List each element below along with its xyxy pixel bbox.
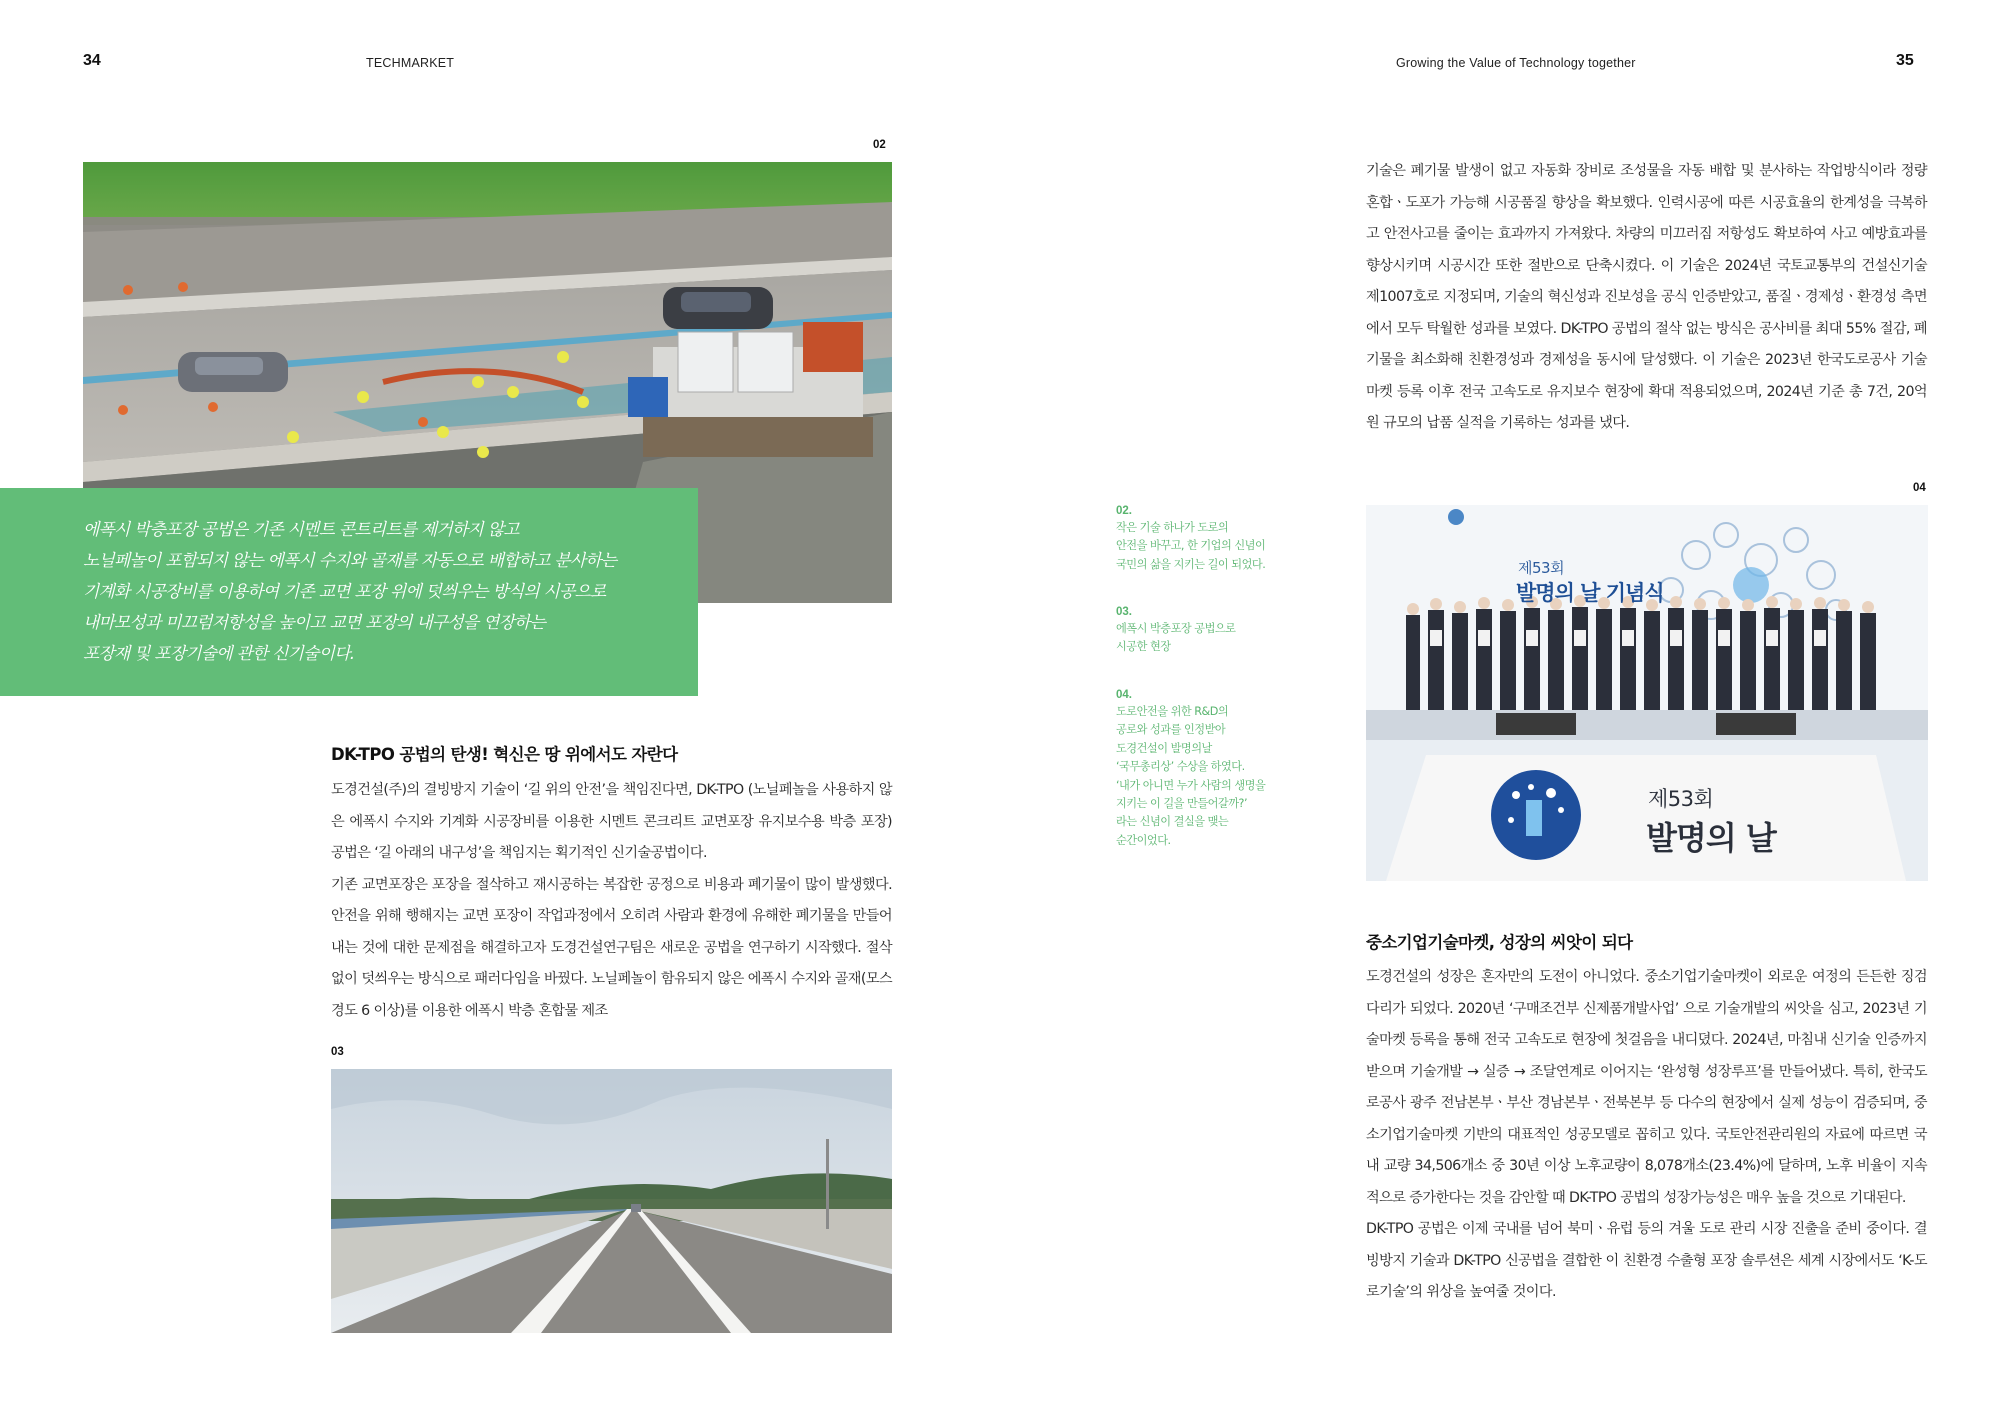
caption-number: 03. [1116,606,1132,618]
callout-line: 포장재 및 포장기술에 관한 신기술이다. [83,643,355,663]
caption-text [1116,703,1296,850]
podium-big-text: 발명의 날 [1646,819,1776,857]
callout-line: 노닐페놀이 포함되지 않는 에폭시 수지와 골재를 자동으로 배합하고 분사하는 [83,550,617,570]
callout-text [83,514,683,669]
caption-text [1116,519,1296,574]
section-title-dk-tpo: DK-TPO 공법의 탄생! 혁신은 땅 위에서도 자란다 [331,745,678,764]
callout-line: 내마모성과 미끄럼저항성을 높이고 교면 포장의 내구성을 연장하는 [83,612,546,632]
caption-number: 04. [1116,689,1132,701]
right-running-title: Growing the Value of Technology together [1396,56,1636,70]
banner-big-text: 발명의 날 기념식 [1516,581,1664,605]
right-top-body [1366,156,1927,440]
paragraph: DK-TPO 공법은 이제 국내를 넘어 북미ㆍ유럽 등의 겨울 도로 관리 시장 진출을 준비 중이다. 결빙방지 기술과 DK-TPO 신공법을 결합한 이 친환경 수출형 포장 솔루션은 세계 시장에서도 ‘K-도로기술’의 위상을 높여줄 것이다. [1366,1221,1927,1300]
caption-line: 순간이었다. [1116,833,1171,847]
section2-body [1366,962,1927,1309]
caption-line: ‘국무총리상’ 수상을 하였다. [1116,760,1245,774]
caption-line: 작은 기술 하나가 도로의 [1116,521,1229,534]
callout-box [0,488,698,696]
caption-04 [1116,689,1296,850]
photo-finished-road-image [331,1069,892,1333]
banner-small-text: 제53회 [1518,559,1565,577]
car-suv-grey [178,352,288,392]
caption-number: 02. [1116,505,1132,517]
caption-02 [1116,505,1296,574]
caption-line: 지키는 이 길을 만들어갈까?’ [1116,797,1248,811]
left-running-title: TECHMARKET [366,56,455,70]
photo-award-ceremony [1366,505,1928,881]
caption-03 [1116,606,1296,657]
paragraph: 도경건설의 성장은 혼자만의 도전이 아니었다. 중소기업기술마켓이 외로운 여정의 든든한 징검다리가 되었다. 2020년 ‘구매조건부 신제품개발사업’ 으로 기술개발의 씨앗을 심고, 2023년 기술마켓 등록을 통해 전국 고속도로 현장에 첫걸음을 내디뎠다. 2024년, 마침내 신기술 인증까지 받으며 기술개발 → 실증 → 조달연계로 이어지는 ‘완성형 성장루프’를 만들어냈다. 특히, 한국도로공사 광주 전남본부ㆍ부산 경남본부ㆍ전북본부 등 다수의 현장에서 실제 성능이 검증되며, 중소기업기술마켓 기반의 대표적인 성공모델로 꼽히고 있다. 국토안전관리원의 자료에 따르면 국내 교량 34,506개소 중 30년 이상 노후교량이 8,078개소(23.4%)에 달하며, 노후 비율이 지속적으로 증가한다는 것을 감안할 때 DK-TPO 공법의 성장가능성은 매우 높을 것으로 기대된다. [1366,969,1927,1206]
caption-line: 에폭시 박층포장 공법으로 [1116,622,1236,635]
caption-line: ‘내가 아니면 누가 사람의 생명을 [1116,778,1266,792]
paragraph: 도경건설(주)의 결빙방지 기술이 ‘길 위의 안전’을 책임진다면, DK-TPO (노닐페놀을 사용하지 않은 에폭시 수지와 기계화 시공장비를 이용한 시멘트 콘크리트 교면포장 유지보수용 박층 포장) 공법은 ‘길 아래의 내구성’을 책임지는 획기적인 신기술공법이다. [331,782,892,861]
callout-line: 기계화 시공장비를 이용하여 기존 교면 포장 위에 덧씌우는 방식의 시공으로 [83,581,606,601]
caption-line: 공로와 성과를 인정받아 [1116,723,1226,737]
caption-line: 라는 신념이 결실을 맺는 [1116,815,1229,829]
car-suv-dark [663,287,773,329]
figure-04-label: 04 [1913,482,1926,494]
caption-line: 국민의 삶을 지키는 길이 되었다. [1116,557,1266,571]
left-page-number: 34 [83,52,101,69]
caption-line: 도경건설이 발명의날 [1116,741,1212,755]
right-page-number: 35 [1896,52,1914,69]
callout-line: 에폭시 박층포장 공법은 기존 시멘트 콘트리트를 제거하지 않고 [83,519,519,539]
caption-line: 도로안전을 위한 R&D의 [1116,705,1229,718]
caption-line: 안전을 바꾸고, 한 기업의 신념이 [1116,539,1266,553]
caption-text [1116,620,1296,657]
photo-finished-road [331,1069,892,1333]
podium-small-text: 제53회 [1648,787,1714,811]
caption-line: 시공한 현장 [1116,640,1171,654]
figure-02-label: 02 [873,139,886,151]
section-title-techmarket: 중소기업기술마켓, 성장의 씨앗이 되다 [1366,933,1633,952]
paragraph: 기존 교면포장은 포장을 절삭하고 재시공하는 복잡한 공정으로 비용과 폐기물이 많이 발생했다. 안전을 위해 행해지는 교면 포장이 작업과정에서 오히려 사람과 환경에 유해한 폐기물을 만들어내는 것에 대한 문제점을 해결하고자 도경건설연구팀은 새로운 공법을 연구하기 시작했다. 절삭 없이 덧씌우는 방식으로 패러다임을 바꿨다. 노닐페놀이 함유되지 않은 에폭시 수지와 골재(모스경도 6 이상)를 이용한 에폭시 박층 혼합물 제조 [331,876,892,1019]
figure-03-label: 03 [331,1046,344,1058]
paragraph: 기술은 폐기물 발생이 없고 자동화 장비로 조성물을 자동 배합 및 분사하는 작업방식이라 정량 혼합ㆍ도포가 가능해 시공품질 향상을 확보했다. 인력시공에 따른 시공효율의 한계성을 극복하고 안전사고를 줄이는 효과까지 가져왔다. 차량의 미끄러짐 저항성도 확보하여 사고 예방효과를 향상시키며 시공시간 또한 절반으로 단축시켰다. 이 기술은 2024년 국토교통부의 건설신기술 제1007호로 지정되며, 기술의 혁신성과 진보성을 공식 인증받았고, 품질ㆍ경제성ㆍ환경성 측면에서 모두 탁월한 성과를 보였다. DK-TPO 공법의 절삭 없는 방식은 공사비를 최대 55% 절감, 폐기물을 최소화해 친환경성과 경제성을 동시에 달성했다. 이 기술은 2023년 한국도로공사 기술마켓 등록 이후 전국 고속도로 유지보수 현장에 확대 적용되었으며, 2024년 기준 총 7건, 20억 원 규모의 납품 실적을 기록하는 성과를 냈다. [1366,163,1927,431]
section1-body [331,775,892,1027]
